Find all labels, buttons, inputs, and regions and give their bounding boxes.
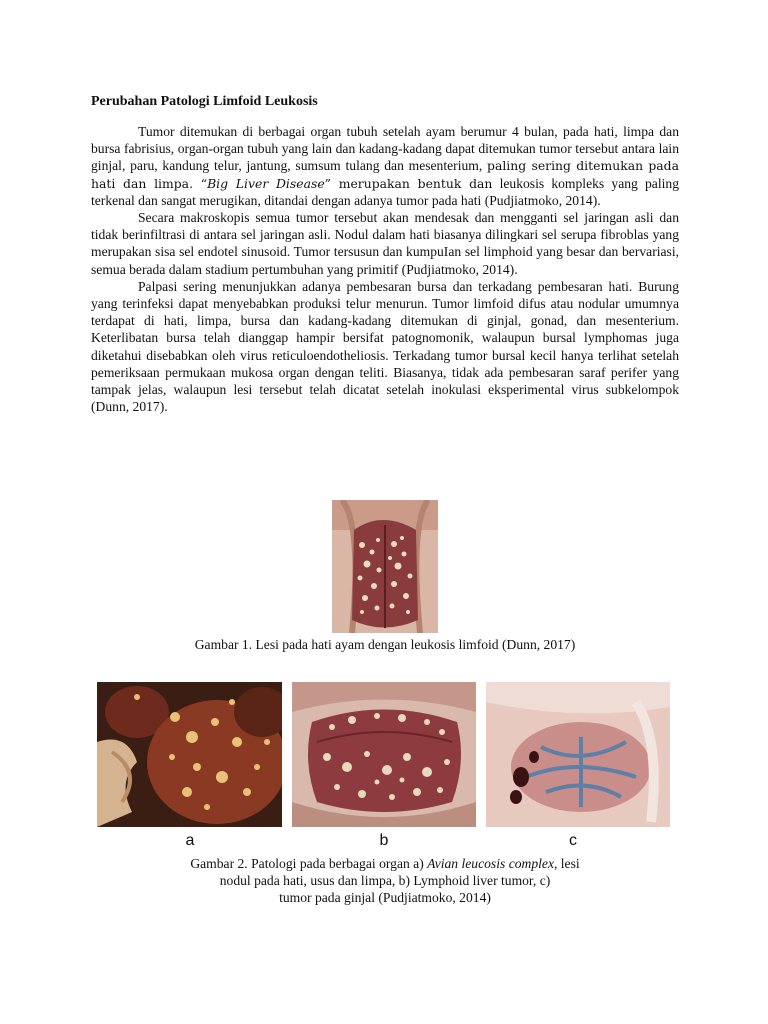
figure-2-label-c: c xyxy=(569,832,577,849)
figure-1-liver-photo xyxy=(332,500,438,633)
figure-2c-photo xyxy=(486,682,670,827)
paragraph-3: Palpasi sering menunjukkan adanya pembesaran bursa dan terkadang pembesaran hati. Burung yang terinfeksi dapat menyebabkan produksi telur menurun. Tumor limfoid difus atau nodular umumnya terdapat di hati, limpa, bursa dan kadang-kadang ditemukan di ginjal, gonad, dan mesenterium. Keterlibatan bursa telah dianggap hampir bersifat patognomonik, walaupun bursal lymphomas juga diketahui disebabkan oleh virus reticuloendotheliosis. Terkadang tumor bursal kecil hanya terlihat setelah pemeriksaan permukaan mukosa organ dengan teliti. Biasanya, tidak ada pembesaran saraf perifer yang tampak jelas, walaupun lesi tersebut telah dicatat setelah inokulasi eksperimental virus subkelompok (Dunn, 2017). xyxy=(91,278,679,415)
figure-1-caption: Gambar 1. Lesi pada hati ayam dengan leukosis limfoid (Dunn, 2017) xyxy=(194,637,576,652)
paragraph-2: Secara makroskopis semua tumor tersebut akan mendesak dan mengganti sel jaringan asli dan tidak berinfiltrasi di antara sel jaringan asli. Nodul dalam hati biasanya dilingkari sel serupa fibroblas yang merupakan sisa sel endotel sinusoid. Tumor tersusun dan kumpuIan sel limphoid yang besar dan bervariasi, semua berada dalam stadium pertumbuhan yang primitif (Pudjiatmoko, 2014). xyxy=(91,210,679,277)
paragraph-1-part-e: leukosis kompleks yang paling terkenal dan sangat merugikan, ditandai dengan adanya tumor pada hati (Pudjiatmoko, 2014). xyxy=(91,175,679,208)
figure-2-caption-line-3: tumor pada ginjal (Pudjiatmoko, 2014) xyxy=(279,890,491,905)
figure-2-caption-part-c: , lesi xyxy=(553,856,580,871)
paragraph-1 xyxy=(91,123,679,209)
big-liver-disease-term: Big Liver Disease xyxy=(207,175,325,191)
section-title: Perubahan Patologi Limfoid Leukosis xyxy=(91,94,318,109)
document-body xyxy=(91,93,679,415)
paragraph-1-part-b: paling sering ditemukan pada hati dan limpa. “ xyxy=(91,158,679,191)
figure-2-caption-part-a: Gambar 2. Patologi pada berbagai organ a) xyxy=(190,856,428,871)
figure-2b-photo xyxy=(292,682,476,827)
figure-2-caption xyxy=(140,855,630,906)
figure-2-label-a: a xyxy=(185,832,195,849)
figure-2-label-b: b xyxy=(379,832,389,849)
paragraph-1-part-d: ” merupakan bentuk dan xyxy=(324,175,493,191)
figure-2-caption-line-2: nodul pada hati, usus dan limpa, b) Lymphoid liver tumor, c) xyxy=(219,873,551,888)
paragraph-1-part-a: Tumor ditemukan di berbagai organ tubuh setelah ayam berumur 4 bulan, pada hati, limpa dan bursa fabrisius, organ-organ tubuh yang lain dan kadang-kadang dapat ditemukan tumor tersebut antara lain ginjal, paru, kandung telur, jantung, sumsum tulang dan mesenterium, xyxy=(91,124,679,174)
figure-2-caption-italic: Avian leucosis complex xyxy=(427,856,554,871)
figure-2a-photo xyxy=(97,682,282,827)
